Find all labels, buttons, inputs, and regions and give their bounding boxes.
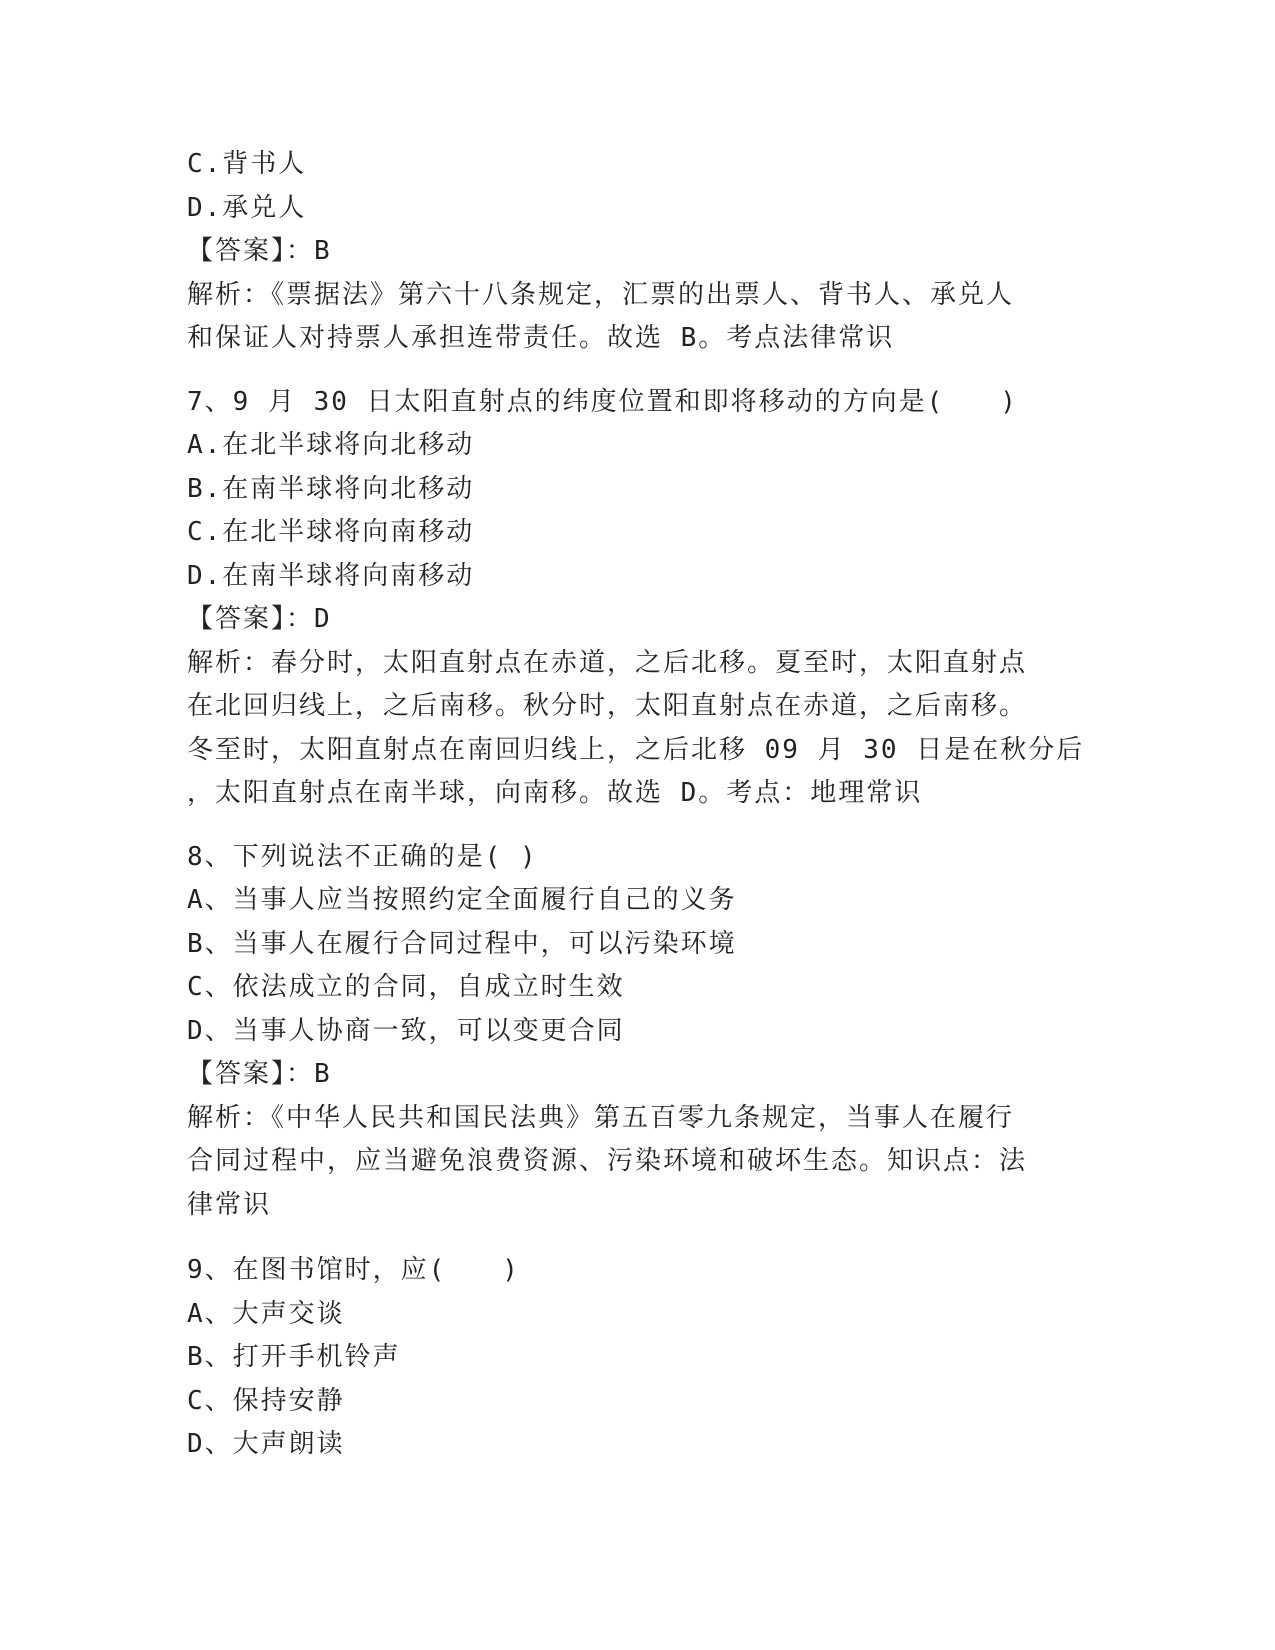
- option-b: B.在南半球将向北移动: [187, 473, 475, 504]
- question-8-block: [187, 836, 1067, 1228]
- option-d: D.承兑人: [187, 192, 307, 223]
- spacer: [187, 1227, 1067, 1249]
- explanation-line: 律常识: [187, 1189, 272, 1220]
- explanation-line: 和保证人对持票人承担连带责任。故选 B。考点法律常识: [187, 323, 895, 353]
- question-text: 8、下列说法不正确的是( ): [187, 841, 538, 872]
- spacer: [187, 816, 1067, 836]
- question-9-block: [187, 1249, 1067, 1467]
- option-a: A、当事人应当按照约定全面履行自己的义务: [187, 885, 737, 915]
- option-d: D.在南半球将向南移动: [187, 560, 475, 591]
- question-text: 7、9 月 30 日太阳直射点的纬度位置和即将移动的方向是( ): [187, 386, 1018, 417]
- explanation-line: 解析：《票据法》第六十八条规定，汇票的出票人、背书人、承兑人: [187, 279, 1015, 310]
- explanation-line: 解析：春分时，太阳直射点在赤道，之后北移。夏至时，太阳直射点: [187, 647, 1028, 678]
- explanation-line: 冬至时，太阳直射点在南回归线上，之后北移 09 月 30 日是在秋分后: [187, 734, 1085, 765]
- explanation-line: 解析：《中华人民共和国民法典》第五百零九条规定，当事人在履行: [187, 1102, 1015, 1133]
- answer: 【答案】：D: [187, 604, 332, 634]
- option-c: C、依法成立的合同，自成立时生效: [187, 972, 625, 1002]
- option-d: D、大声朗读: [187, 1429, 345, 1459]
- option-c: C、保持安静: [187, 1385, 345, 1416]
- question-7-block: [187, 381, 1085, 816]
- option-b: B、当事人在履行合同过程中，可以污染环境: [187, 928, 737, 959]
- option-c: C.背书人: [187, 149, 307, 179]
- explanation-line: ，太阳直射点在南半球，向南移。故选 D。考点：地理常识: [187, 778, 923, 808]
- document-page: [187, 143, 1085, 1467]
- answer: 【答案】：B: [187, 236, 332, 266]
- option-a: A.在北半球将向北移动: [187, 430, 475, 460]
- option-b: B、打开手机铃声: [187, 1342, 401, 1372]
- question-text: 9、在图书馆时，应( ): [187, 1255, 520, 1285]
- option-c: C.在北半球将向南移动: [187, 517, 475, 547]
- explanation-line: 在北回归线上，之后南移。秋分时，太阳直射点在赤道，之后南移。: [187, 691, 1028, 721]
- option-a: A、大声交谈: [187, 1298, 345, 1329]
- answer: 【答案】：B: [187, 1059, 332, 1089]
- explanation-line: 合同过程中，应当避免浪费资源、污染环境和破坏生态。知识点：法: [187, 1146, 1028, 1176]
- question-6-block: [187, 143, 1067, 361]
- spacer: [187, 361, 1067, 381]
- option-d: D、当事人协商一致，可以变更合同: [187, 1015, 625, 1046]
